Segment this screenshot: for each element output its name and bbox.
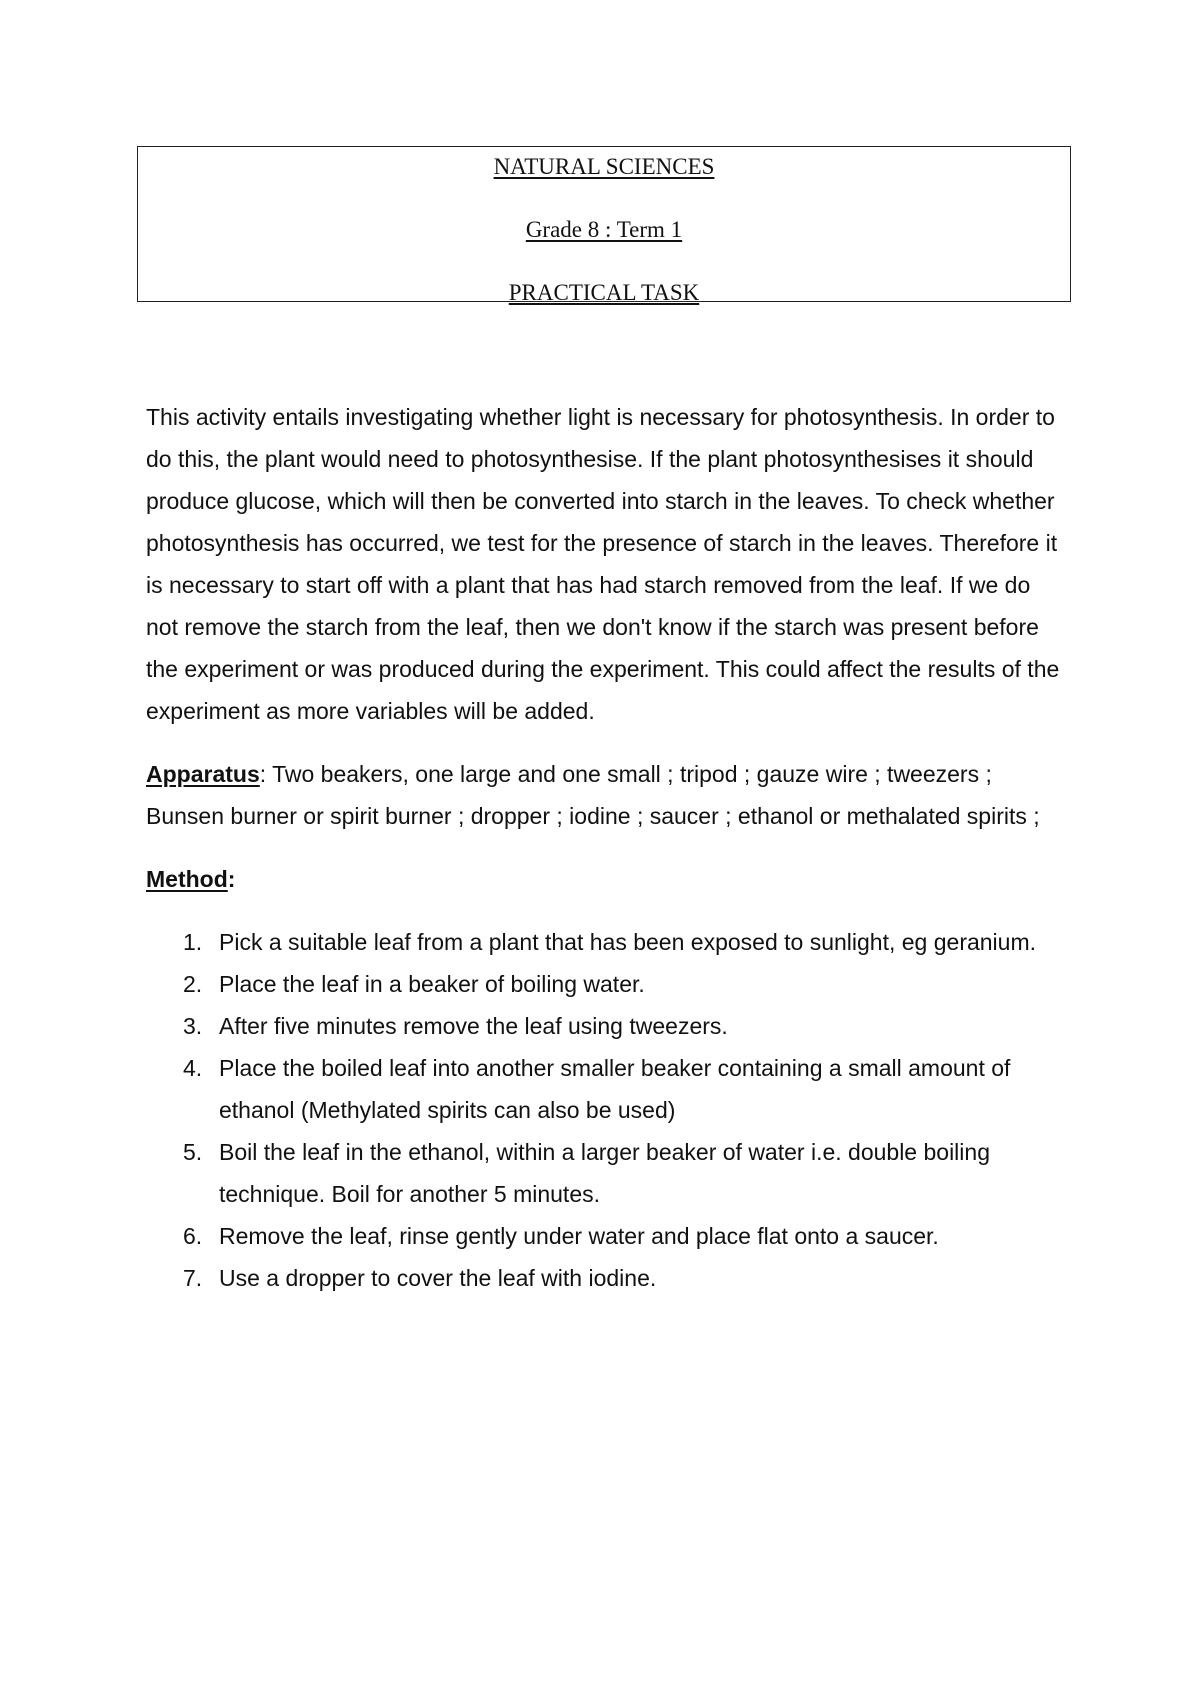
list-item	[146, 1131, 1066, 1215]
method-steps	[146, 921, 1066, 1299]
step-text: Remove the leaf, rinse gently under water and place flat onto a saucer.	[219, 1223, 939, 1249]
step-number: 2.	[183, 971, 203, 997]
step-number: 6.	[183, 1223, 203, 1249]
apparatus-label: Apparatus	[146, 761, 260, 787]
subject-title: NATURAL SCIENCES	[493, 154, 715, 179]
list-item	[146, 1215, 1066, 1257]
grade-term: Grade 8 : Term 1	[525, 217, 683, 242]
step-number: 5.	[183, 1139, 203, 1165]
list-item	[146, 963, 1066, 1005]
list-item	[146, 1005, 1066, 1047]
step-number: 3.	[183, 1013, 203, 1039]
step-text: Boil the leaf in the ethanol, within a larger beaker of water i.e. double boiling technique. Boil for another 5 minutes.	[219, 1139, 990, 1207]
list-item	[146, 1047, 1066, 1131]
step-text: After five minutes remove the leaf using tweezers.	[219, 1013, 728, 1039]
step-text: Place the leaf in a beaker of boiling water.	[219, 971, 645, 997]
list-item	[146, 921, 1066, 963]
method-label: Method	[146, 866, 228, 892]
step-number: 7.	[183, 1265, 203, 1291]
apparatus-list: : Two beakers, one large and one small ; tripod ; gauze wire ; tweezers ; Bunsen burner or spirit burner ; dropper ; iodine ; saucer ; ethanol or methalated spirits ;	[146, 761, 1040, 829]
step-number: 4.	[183, 1055, 203, 1081]
step-text: Place the boiled leaf into another smaller beaker containing a small amount of ethanol (Methylated spirits can also be used)	[219, 1055, 1011, 1123]
document-body	[146, 396, 1066, 1299]
list-item	[146, 1257, 1066, 1299]
task-type: PRACTICAL TASK	[508, 280, 700, 305]
intro-paragraph: This activity entails investigating whether light is necessary for photosynthesis. In order to do this, the plant would need to photosynthesise. If the plant photosynthesises it should produce glucose, which will then be converted into starch in the leaves. To check whether photosynthesis has occurred, we test for the presence of starch in the leaves. Therefore it is necessary to start off with a plant that has had starch removed from the leaf. If we do not remove the starch from the leaf, then we don't know if the starch was present before the experiment or was produced during the experiment. This could affect the results of the experiment as more variables will be added.	[146, 404, 1060, 724]
title-box	[137, 146, 1071, 305]
method-colon: :	[227, 866, 236, 892]
apparatus-paragraph	[146, 753, 1066, 837]
step-text: Use a dropper to cover the leaf with iodine.	[219, 1265, 657, 1291]
step-text: Pick a suitable leaf from a plant that has been exposed to sunlight, eg geranium.	[219, 929, 1037, 955]
method-heading	[146, 858, 1066, 900]
step-number: 1.	[183, 929, 203, 955]
